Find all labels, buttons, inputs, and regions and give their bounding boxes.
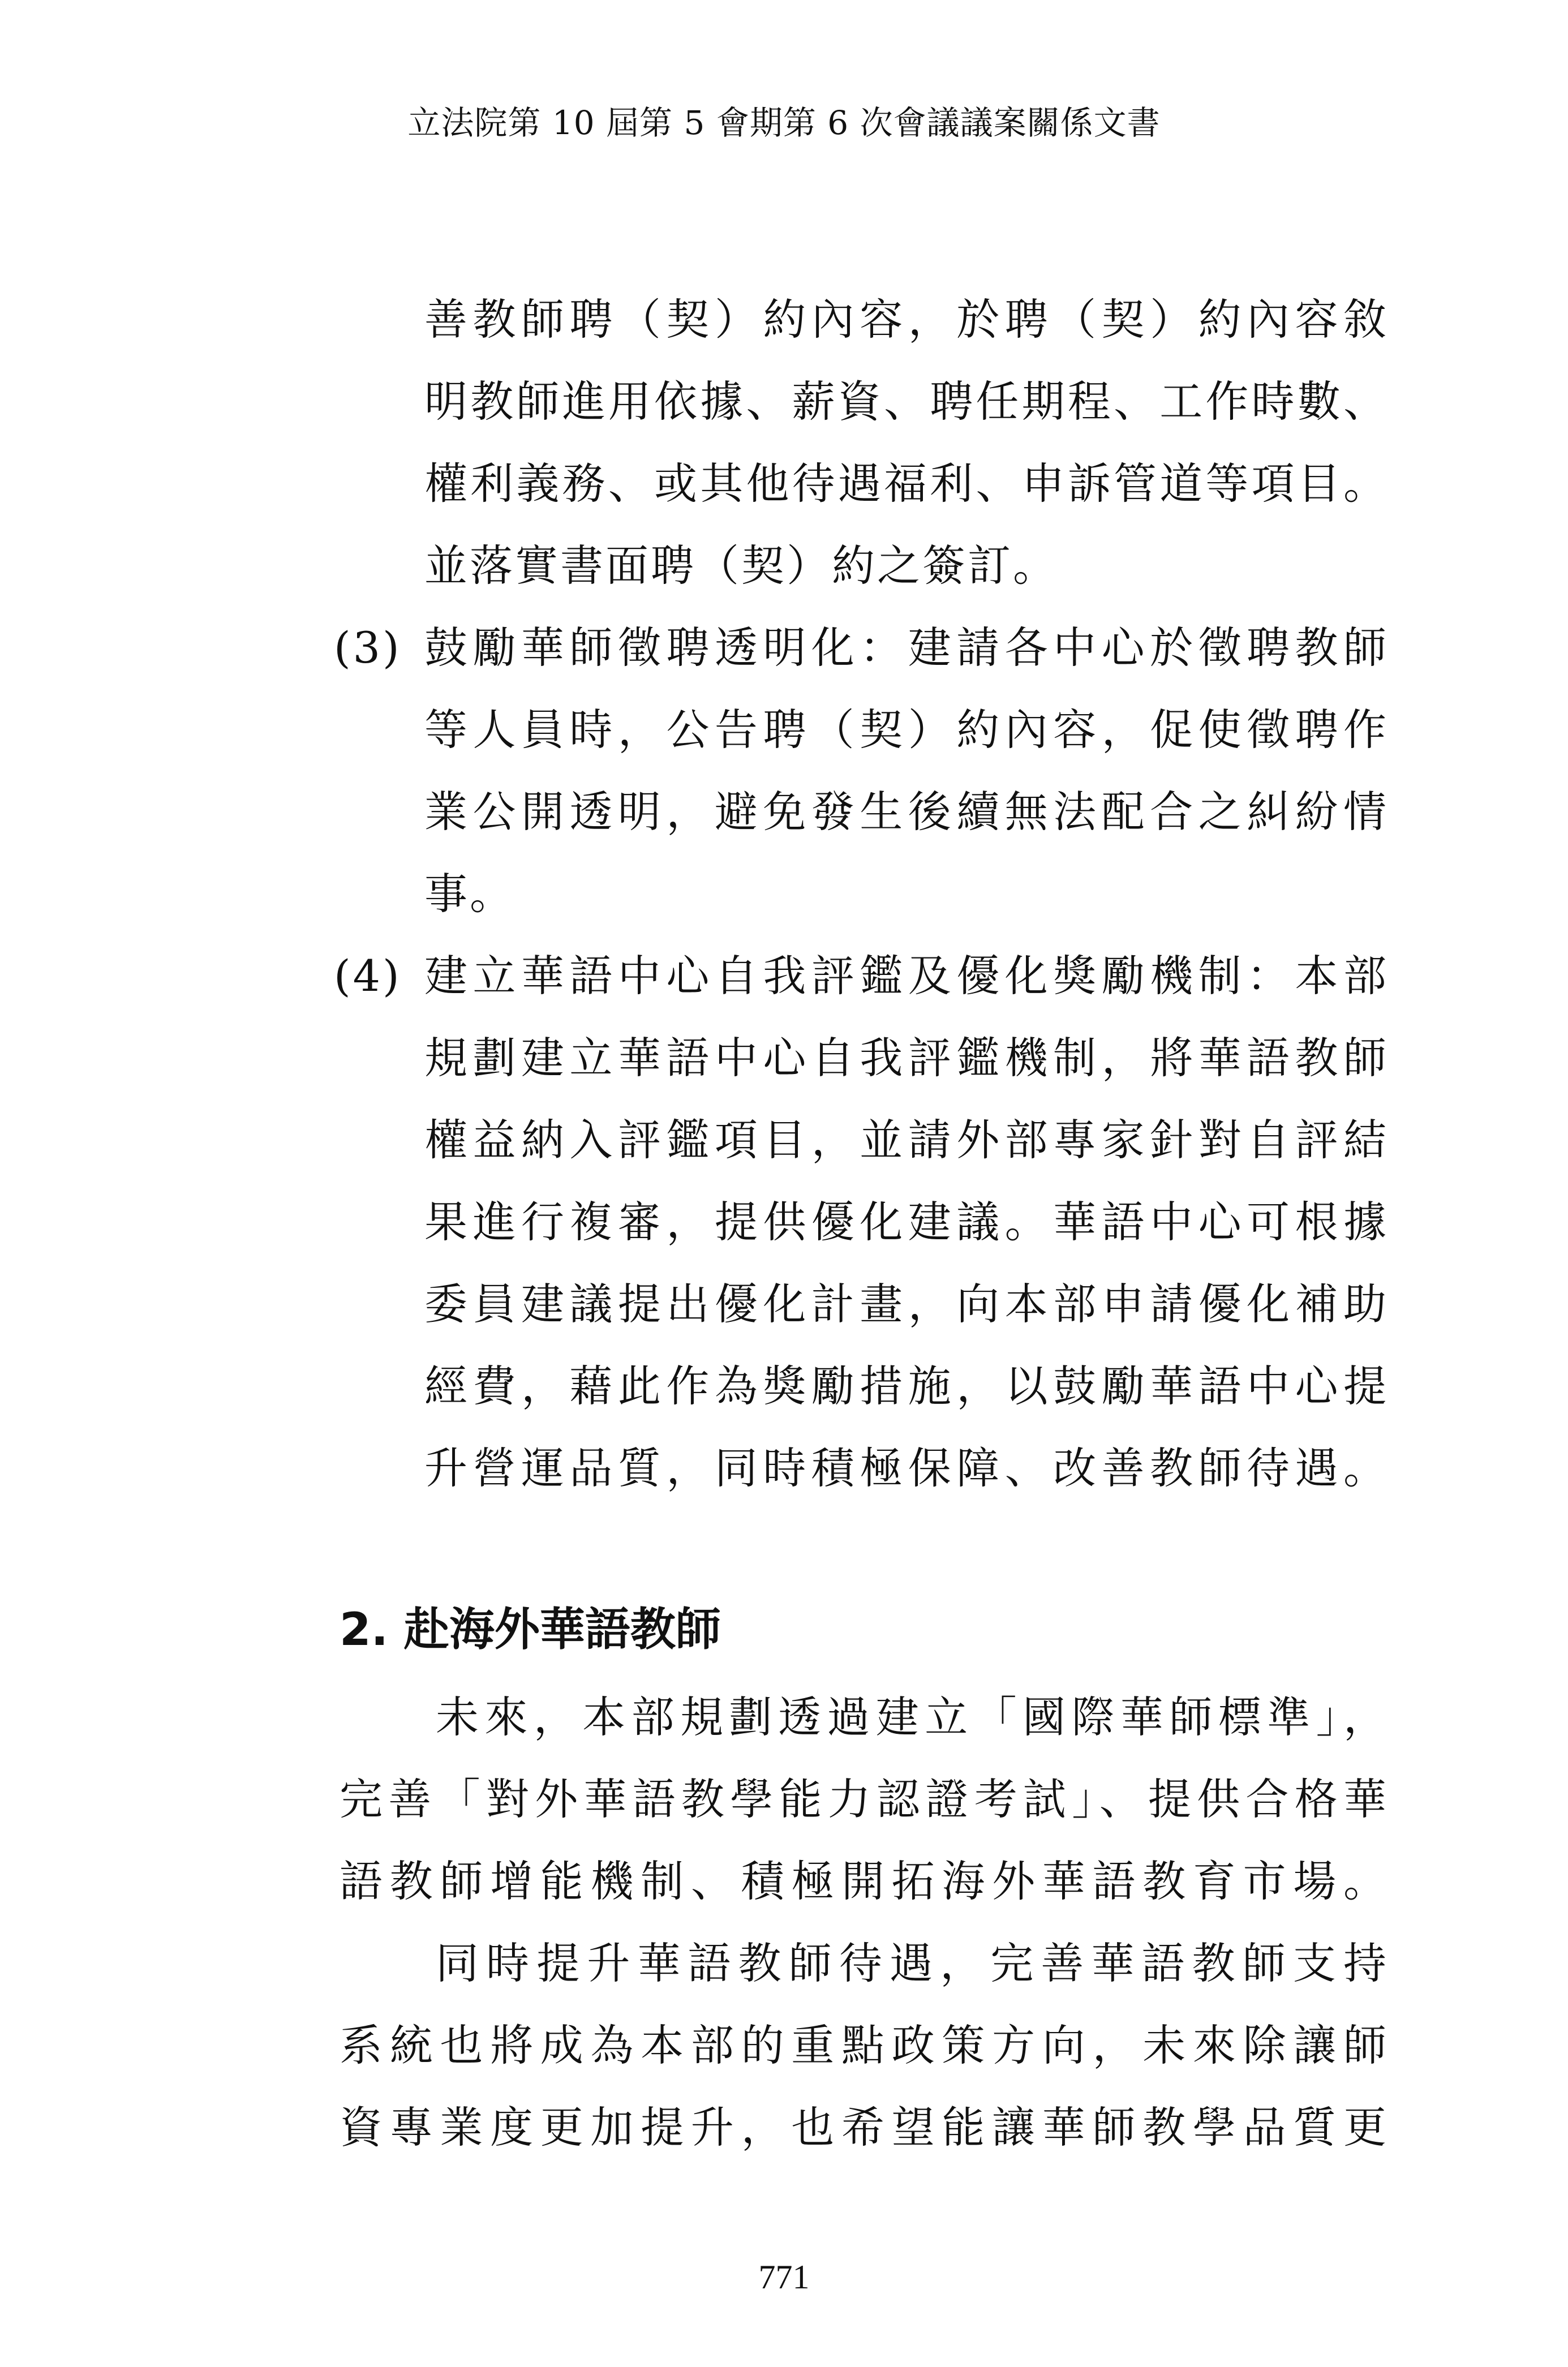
item-4-line: 規劃建立華語中心自我評鑑機制，將華語教師 [424, 1033, 1386, 1083]
document-header: 立法院第 10 屆第 5 會期第 6 次會議議案關係文書 [407, 104, 1161, 142]
paragraph-2-line: 系統也將成為本部的重點政策方向，未來除讓師 [340, 2020, 1386, 2070]
item-3-line: 業公開透明，避免發生後續無法配合之糾紛情 [424, 787, 1386, 837]
item-number-4: (4) [334, 951, 402, 1001]
paragraph-2-line: 資專業度更加提升，也希望能讓華師教學品質更 [340, 2102, 1386, 2153]
item-3-line: 事。 [424, 869, 515, 919]
section-heading: 2. 赴海外華語教師 [340, 1603, 721, 1656]
paragraph-1-line: 語教師增能機制、積極開拓海外華語教育市場。 [340, 1856, 1386, 1906]
item-4-line: 經費，藉此作為獎勵措施，以鼓勵華語中心提 [424, 1361, 1386, 1411]
body-line: 權利義務、或其他待遇福利、申訴管道等項目。 [424, 458, 1386, 509]
page-number: 771 [758, 2258, 810, 2296]
item-4-line: 升營運品質，同時積極保障、改善教師待遇。 [424, 1443, 1386, 1493]
item-4-line: 委員建議提出優化計畫，向本部申請優化補助 [424, 1279, 1386, 1329]
body-line: 明教師進用依據、薪資、聘任期程、工作時數、 [424, 376, 1386, 427]
paragraph-1-line: 未來，本部規劃透過建立「國際華師標準」， [436, 1692, 1386, 1742]
item-4-line: 建立華語中心自我評鑑及優化獎勵機制：本部 [424, 951, 1386, 1001]
body-line: 並落實書面聘（契）約之簽訂。 [424, 540, 1058, 591]
item-3-line: 鼓勵華師徵聘透明化：建請各中心於徵聘教師 [424, 622, 1386, 673]
paragraph-1-line: 完善「對外華語教學能力認證考試」、提供合格華 [340, 1774, 1386, 1824]
body-line: 善教師聘（契）約內容，於聘（契）約內容敘 [424, 294, 1386, 345]
item-4-line: 權益納入評鑑項目，並請外部專家針對自評結 [424, 1115, 1386, 1165]
item-3-line: 等人員時，公告聘（契）約內容，促使徵聘作 [424, 704, 1386, 755]
item-number-3: (3) [334, 622, 402, 673]
paragraph-2-line: 同時提升華語教師待遇，完善華語教師支持 [436, 1938, 1386, 1988]
item-4-line: 果進行複審，提供優化建議。華語中心可根據 [424, 1197, 1386, 1247]
